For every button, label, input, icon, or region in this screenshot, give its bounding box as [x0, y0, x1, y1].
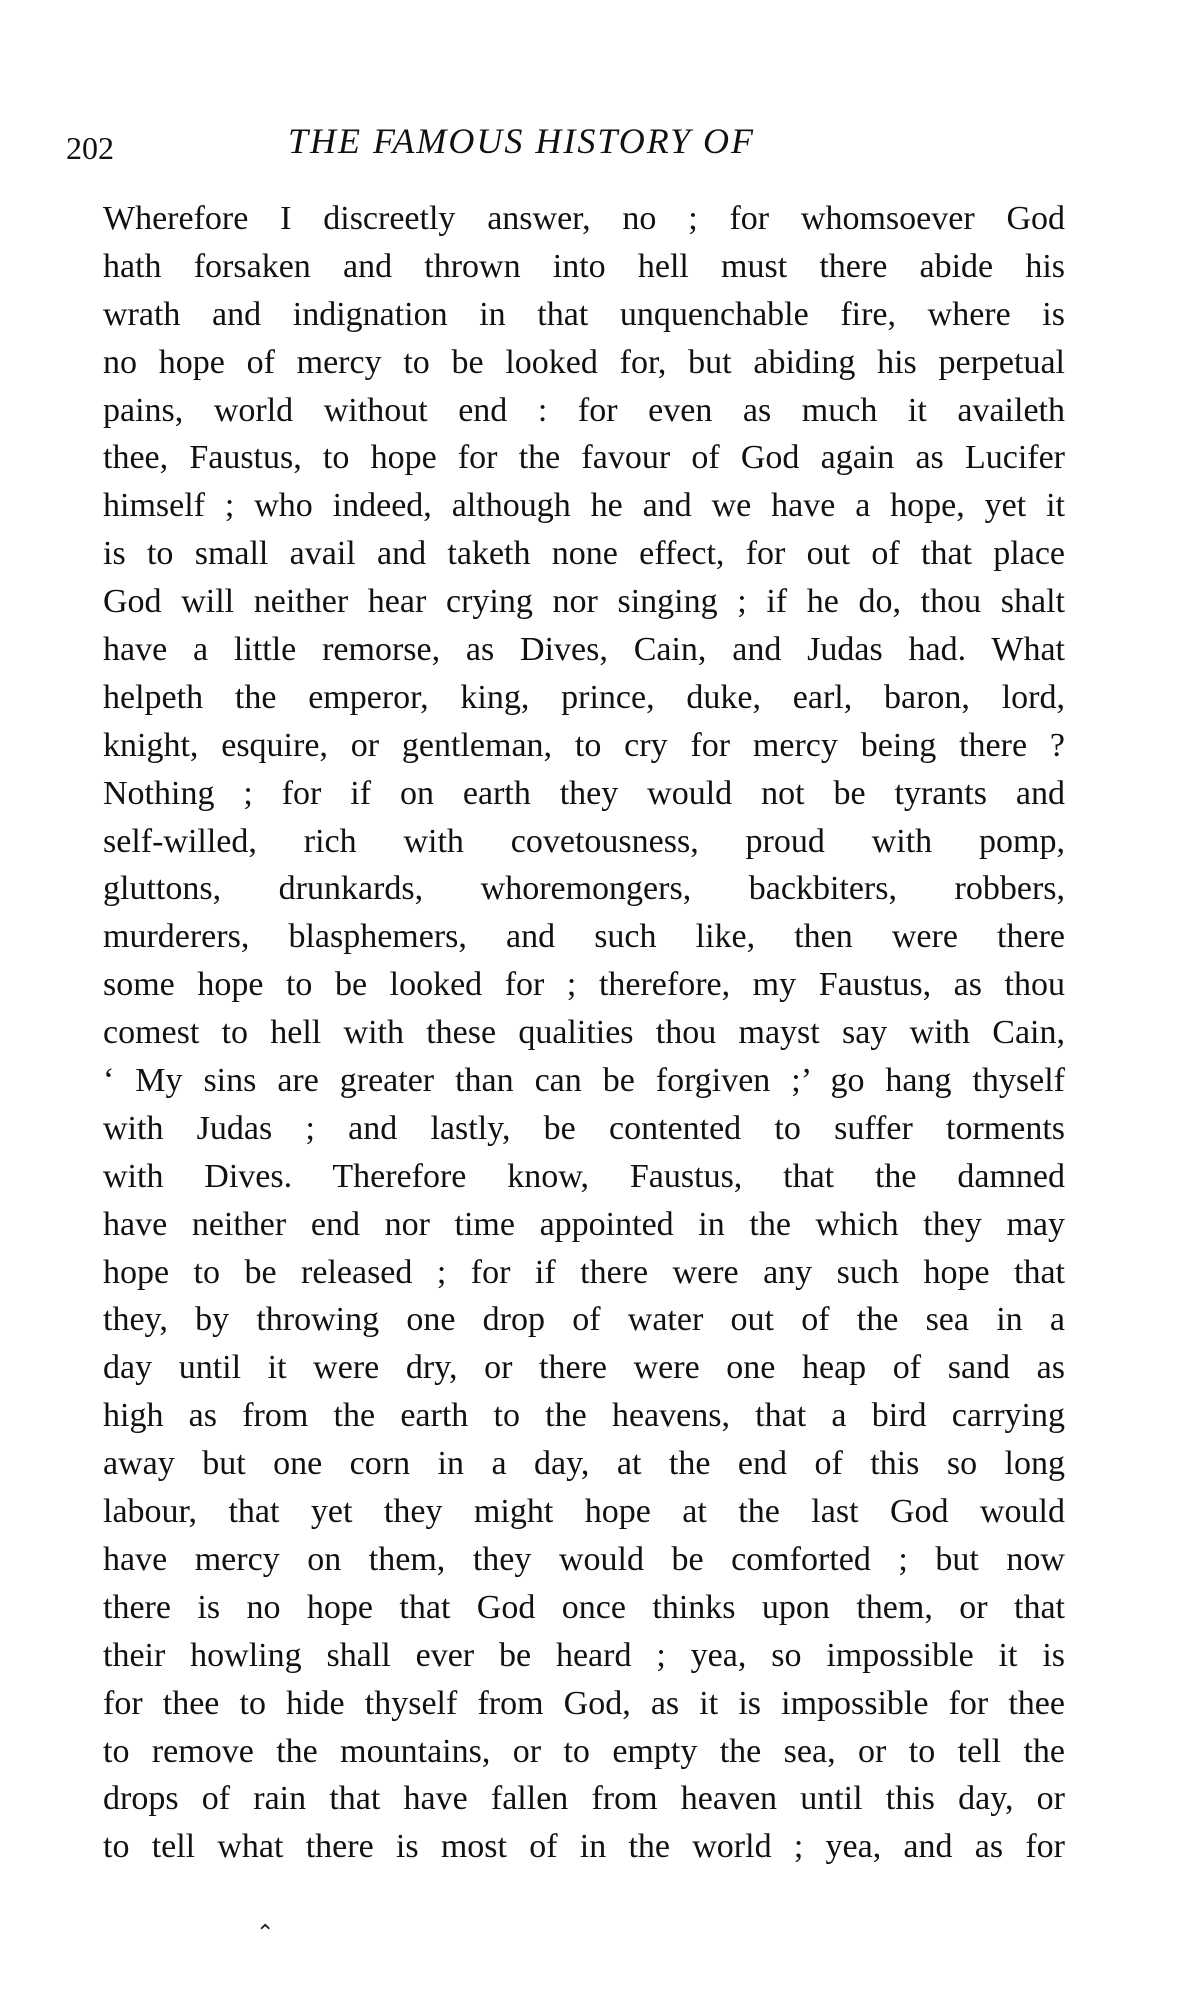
text-line: ‘ My sins are greater than can be forgiven ;’ go hang thyself: [103, 1062, 1065, 1100]
text-line: God will neither hear crying nor singing ; if he do, thou shalt: [103, 583, 1065, 621]
text-line: to remove the mountains, or to empty the sea, or to tell the: [103, 1732, 1065, 1770]
text-line: murderers, blasphemers, and such like, then were there: [103, 918, 1065, 956]
printer-mark-icon: ⌃: [256, 1920, 275, 1945]
text-line: day until it were dry, or there were one heap of sand as: [103, 1349, 1065, 1387]
page-header: [66, 120, 1066, 170]
body-text: [103, 195, 1065, 1871]
text-line: no hope of mercy to be looked for, but abiding his perpetual: [103, 343, 1065, 381]
text-line: some hope to be looked for ; therefore, my Faustus, as thou: [103, 966, 1065, 1004]
text-line: have mercy on them, they would be comforted ; but now: [103, 1540, 1065, 1578]
text-line: their howling shall ever be heard ; yea, so impossible it is: [103, 1636, 1065, 1674]
running-title: THE FAMOUS HISTORY OF: [288, 121, 756, 161]
text-line: they, by throwing one drop of water out of the sea in a: [103, 1301, 1065, 1339]
text-line: himself ; who indeed, although he and we have a hope, yet it: [103, 487, 1065, 525]
text-line: hope to be released ; for if there were any such hope that: [103, 1253, 1065, 1291]
text-line: to tell what there is most of in the world ; yea, and as for: [103, 1828, 1065, 1866]
text-line: Nothing ; for if on earth they would not be tyrants and: [103, 774, 1065, 812]
text-line: there is no hope that God once thinks upon them, or that: [103, 1588, 1065, 1626]
text-line: hath forsaken and thrown into hell must there abide his: [103, 247, 1065, 285]
text-line: self-willed, rich with covetousness, proud with pomp,: [103, 822, 1065, 860]
text-line: for thee to hide thyself from God, as it is impossible for thee: [103, 1684, 1065, 1722]
text-line: Wherefore I discreetly answer, no ; for whomsoever God: [103, 200, 1065, 237]
text-line: have neither end nor time appointed in the which they may: [103, 1205, 1065, 1243]
text-line: comest to hell with these qualities thou mayst say with Cain,: [103, 1014, 1065, 1052]
text-line: high as from the earth to the heavens, that a bird carrying: [103, 1397, 1065, 1435]
text-line: gluttons, drunkards, whoremongers, backbiters, robbers,: [103, 870, 1065, 908]
text-line: with Dives. Therefore know, Faustus, that the damned: [103, 1157, 1065, 1195]
text-line: have a little remorse, as Dives, Cain, and Judas had. What: [103, 631, 1065, 669]
text-line: helpeth the emperor, king, prince, duke, earl, baron, lord,: [103, 678, 1065, 716]
page-number: 202: [66, 130, 114, 166]
text-line: is to small avail and taketh none effect, for out of that place: [103, 535, 1065, 573]
text-line: pains, world without end : for even as much it availeth: [103, 391, 1065, 429]
text-line: labour, that yet they might hope at the last God would: [103, 1493, 1065, 1531]
text-line: thee, Faustus, to hope for the favour of God again as Lucifer: [103, 439, 1065, 477]
text-line: with Judas ; and lastly, be contented to suffer torments: [103, 1109, 1065, 1147]
text-line: drops of rain that have fallen from heaven until this day, or: [103, 1780, 1065, 1818]
text-line: away but one corn in a day, at the end of this so long: [103, 1445, 1065, 1483]
text-line: wrath and indignation in that unquenchable fire, where is: [103, 295, 1065, 333]
text-line: knight, esquire, or gentleman, to cry for mercy being there ?: [103, 726, 1065, 764]
